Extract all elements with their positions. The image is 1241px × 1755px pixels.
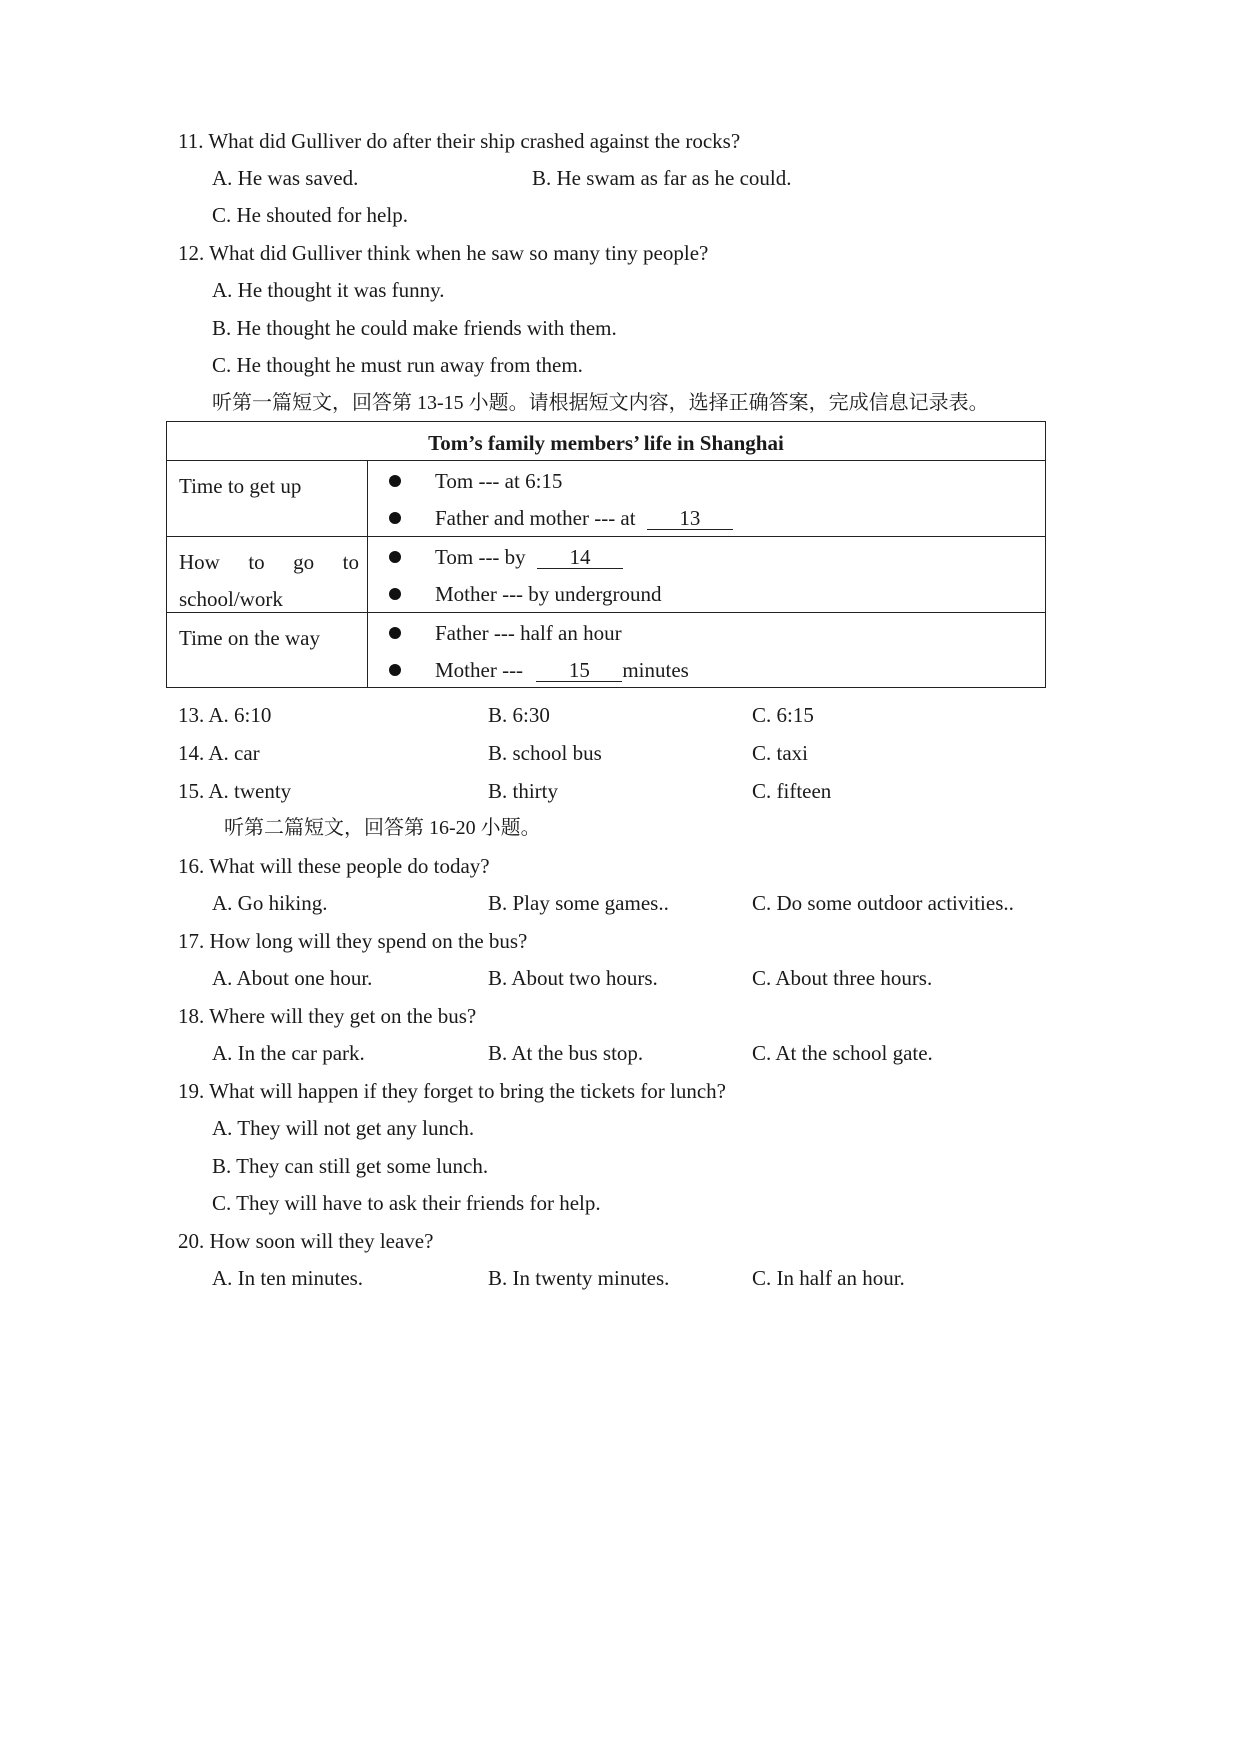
item-text: Tom --- at 6:15	[435, 469, 563, 493]
q17-option-c[interactable]: C. About three hours.	[752, 966, 933, 990]
question-17-stem: 17. How long will they spend on the bus?	[178, 929, 528, 953]
q14-option-c[interactable]: C. taxi	[752, 741, 808, 765]
q19-option-a[interactable]: A. They will not get any lunch.	[212, 1116, 475, 1140]
listening-instruction-1: 听第一篇短文，回答第 13-15 小题。请根据短文内容，选择正确答案，完成信息记录表。	[212, 392, 989, 414]
bullet-icon	[389, 512, 401, 524]
q12-option-b[interactable]: B. He thought he could make friends with them.	[212, 316, 617, 340]
label-word: to	[248, 550, 265, 574]
bullet-icon	[389, 551, 401, 563]
label-word: How	[179, 550, 220, 574]
table-item	[389, 657, 689, 683]
label-word: go	[293, 550, 315, 574]
bullet-icon	[389, 664, 401, 676]
q16-option-a[interactable]: A. Go hiking.	[212, 891, 328, 915]
q11-option-b[interactable]: B. He swam as far as he could.	[532, 166, 792, 190]
item-text: Father --- half an hour	[435, 621, 622, 645]
label-word: to	[342, 550, 359, 574]
table-item	[389, 620, 622, 646]
answer-blank-14[interactable]: 14	[537, 546, 623, 569]
bullet-icon	[389, 627, 401, 639]
question-12-stem: 12. What did Gulliver think when he saw so many tiny people?	[178, 241, 709, 265]
table-item	[389, 468, 562, 494]
item-text: Mother ---	[435, 658, 524, 682]
question-19-stem: 19. What will happen if they forget to bring the tickets for lunch?	[178, 1079, 726, 1103]
q16-option-b[interactable]: B. Play some games..	[488, 891, 669, 915]
item-text: Father and mother --- at	[435, 506, 636, 530]
q18-option-c[interactable]: C. At the school gate.	[752, 1041, 933, 1065]
q13-option-b[interactable]: B. 6:30	[488, 703, 550, 727]
q19-option-c[interactable]: C. They will have to ask their friends for help.	[212, 1191, 601, 1215]
q13-option-a[interactable]: 13. A. 6:10	[178, 703, 272, 727]
q13-option-c[interactable]: C. 6:15	[752, 703, 814, 727]
table-row-get-up	[167, 460, 1045, 537]
label-word: school/work	[179, 587, 283, 611]
question-18-stem: 18. Where will they get on the bus?	[178, 1004, 477, 1028]
row-label: Time to get up	[179, 474, 302, 498]
answer-blank-13[interactable]: 13	[647, 507, 733, 530]
q16-option-c[interactable]: C. Do some outdoor activities..	[752, 891, 1014, 915]
q18-option-a[interactable]: A. In the car park.	[212, 1041, 365, 1065]
q17-option-a[interactable]: A. About one hour.	[212, 966, 373, 990]
row-label: Time on the way	[179, 626, 320, 650]
table-row-time-on-way	[167, 612, 1045, 688]
q18-option-b[interactable]: B. At the bus stop.	[488, 1041, 644, 1065]
answer-blank-15[interactable]: 15	[536, 659, 622, 682]
q12-option-c[interactable]: C. He thought he must run away from them.	[212, 353, 583, 377]
question-11-stem: 11. What did Gulliver do after their ship crashed against the rocks?	[178, 129, 741, 153]
bullet-icon	[389, 588, 401, 600]
item-text: Mother --- by underground	[435, 582, 662, 606]
q11-option-c[interactable]: C. He shouted for help.	[212, 203, 408, 227]
item-suffix: minutes	[622, 658, 689, 682]
table-item	[389, 544, 623, 570]
listening-instruction-2: 听第二篇短文，回答第 16-20 小题。	[224, 817, 541, 839]
item-text: Tom --- by	[435, 545, 526, 569]
q19-option-b[interactable]: B. They can still get some lunch.	[212, 1154, 489, 1178]
bullet-icon	[389, 475, 401, 487]
q11-option-a[interactable]: A. He was saved.	[212, 166, 359, 190]
table-row-transport	[167, 536, 1045, 613]
row-label	[179, 544, 359, 618]
q20-option-a[interactable]: A. In ten minutes.	[212, 1266, 364, 1290]
question-16-stem: 16. What will these people do today?	[178, 854, 490, 878]
q15-option-a[interactable]: 15. A. twenty	[178, 779, 292, 803]
table-item	[389, 505, 733, 531]
q12-option-a[interactable]: A. He thought it was funny.	[212, 278, 445, 302]
q17-option-b[interactable]: B. About two hours.	[488, 966, 658, 990]
q14-option-b[interactable]: B. school bus	[488, 741, 602, 765]
table-item	[389, 581, 661, 607]
question-20-stem: 20. How soon will they leave?	[178, 1229, 434, 1253]
table-title: Tom’s family members’ life in Shanghai	[167, 422, 1045, 461]
q14-option-a[interactable]: 14. A. car	[178, 741, 260, 765]
q15-option-c[interactable]: C. fifteen	[752, 779, 832, 803]
info-record-table	[166, 421, 1046, 688]
q20-option-b[interactable]: B. In twenty minutes.	[488, 1266, 670, 1290]
q15-option-b[interactable]: B. thirty	[488, 779, 559, 803]
q20-option-c[interactable]: C. In half an hour.	[752, 1266, 905, 1290]
